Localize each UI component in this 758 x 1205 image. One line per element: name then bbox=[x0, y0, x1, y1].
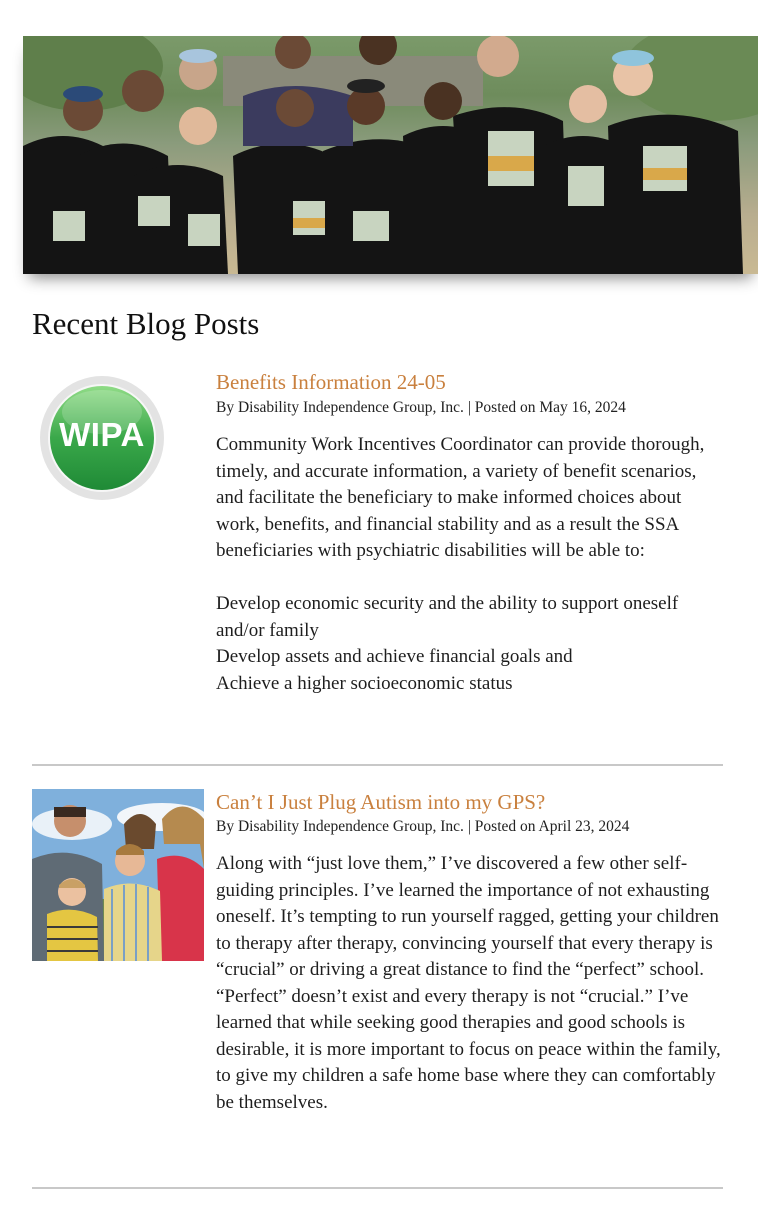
author-prefix: By bbox=[216, 818, 238, 835]
post-date: April 23, 2024 bbox=[538, 818, 630, 835]
family-photo-thumbnail[interactable] bbox=[32, 789, 204, 961]
benefit-item: Develop assets and achieve financial goals and bbox=[216, 646, 573, 667]
hero-banner-image bbox=[23, 36, 758, 274]
post-title-link[interactable]: Benefits Information 24-05 bbox=[216, 370, 446, 394]
post-divider bbox=[32, 1187, 723, 1189]
posted-prefix: Posted on bbox=[474, 818, 539, 835]
section-title: Recent Blog Posts bbox=[32, 306, 260, 341]
post-excerpt bbox=[216, 432, 728, 697]
author-name: Disability Independence Group, Inc. bbox=[237, 818, 464, 835]
post-excerpt bbox=[216, 851, 721, 1116]
author-name: Disability Independence Group, Inc. bbox=[237, 399, 464, 416]
post-divider bbox=[32, 764, 723, 766]
post-title-link[interactable]: Can’t I Just Plug Autism into my GPS? bbox=[216, 790, 546, 814]
post-paragraph: Along with “just love them,” I’ve discovered a few other self-guiding principles. I’ve learned the importance of not exhausting oneself. It’s tempting to run yourself ragged, getting your children to therapy after therapy, convincing yourself that every therapy is “crucial” or driving a great distance to find the “perfect” school. “Perfect” doesn’t exist and every therapy is not “crucial.” I’ve learned that while seeking good therapies and good schools is desirable, it is more important to focus on peace within the family, to give my children a safe home base where they can comfortably be themselves. bbox=[216, 853, 721, 1113]
benefit-item: Develop economic security and the ability to support oneself and/or family bbox=[216, 593, 679, 641]
wipa-logo-text: WIPA bbox=[59, 416, 145, 453]
post-date: May 16, 2024 bbox=[539, 399, 626, 416]
post-paragraph: Community Work Incentives Coordinator can provide thorough, timely, and accurate information, a variety of benefit scenarios, and facilitate the beneficiary to make informed choices about work, benefits, and financial stability and as a result the SSA beneficiaries with psychiatric disabilities will be able to: bbox=[216, 434, 705, 561]
post-byline bbox=[216, 399, 626, 417]
post-byline bbox=[216, 818, 629, 836]
wipa-logo-icon[interactable] bbox=[40, 376, 164, 500]
author-prefix: By bbox=[216, 399, 238, 416]
byline-separator: | bbox=[463, 399, 475, 416]
posted-prefix: Posted on bbox=[474, 399, 540, 416]
benefit-item: Achieve a higher socioeconomic status bbox=[216, 672, 513, 694]
byline-separator: | bbox=[463, 818, 475, 835]
